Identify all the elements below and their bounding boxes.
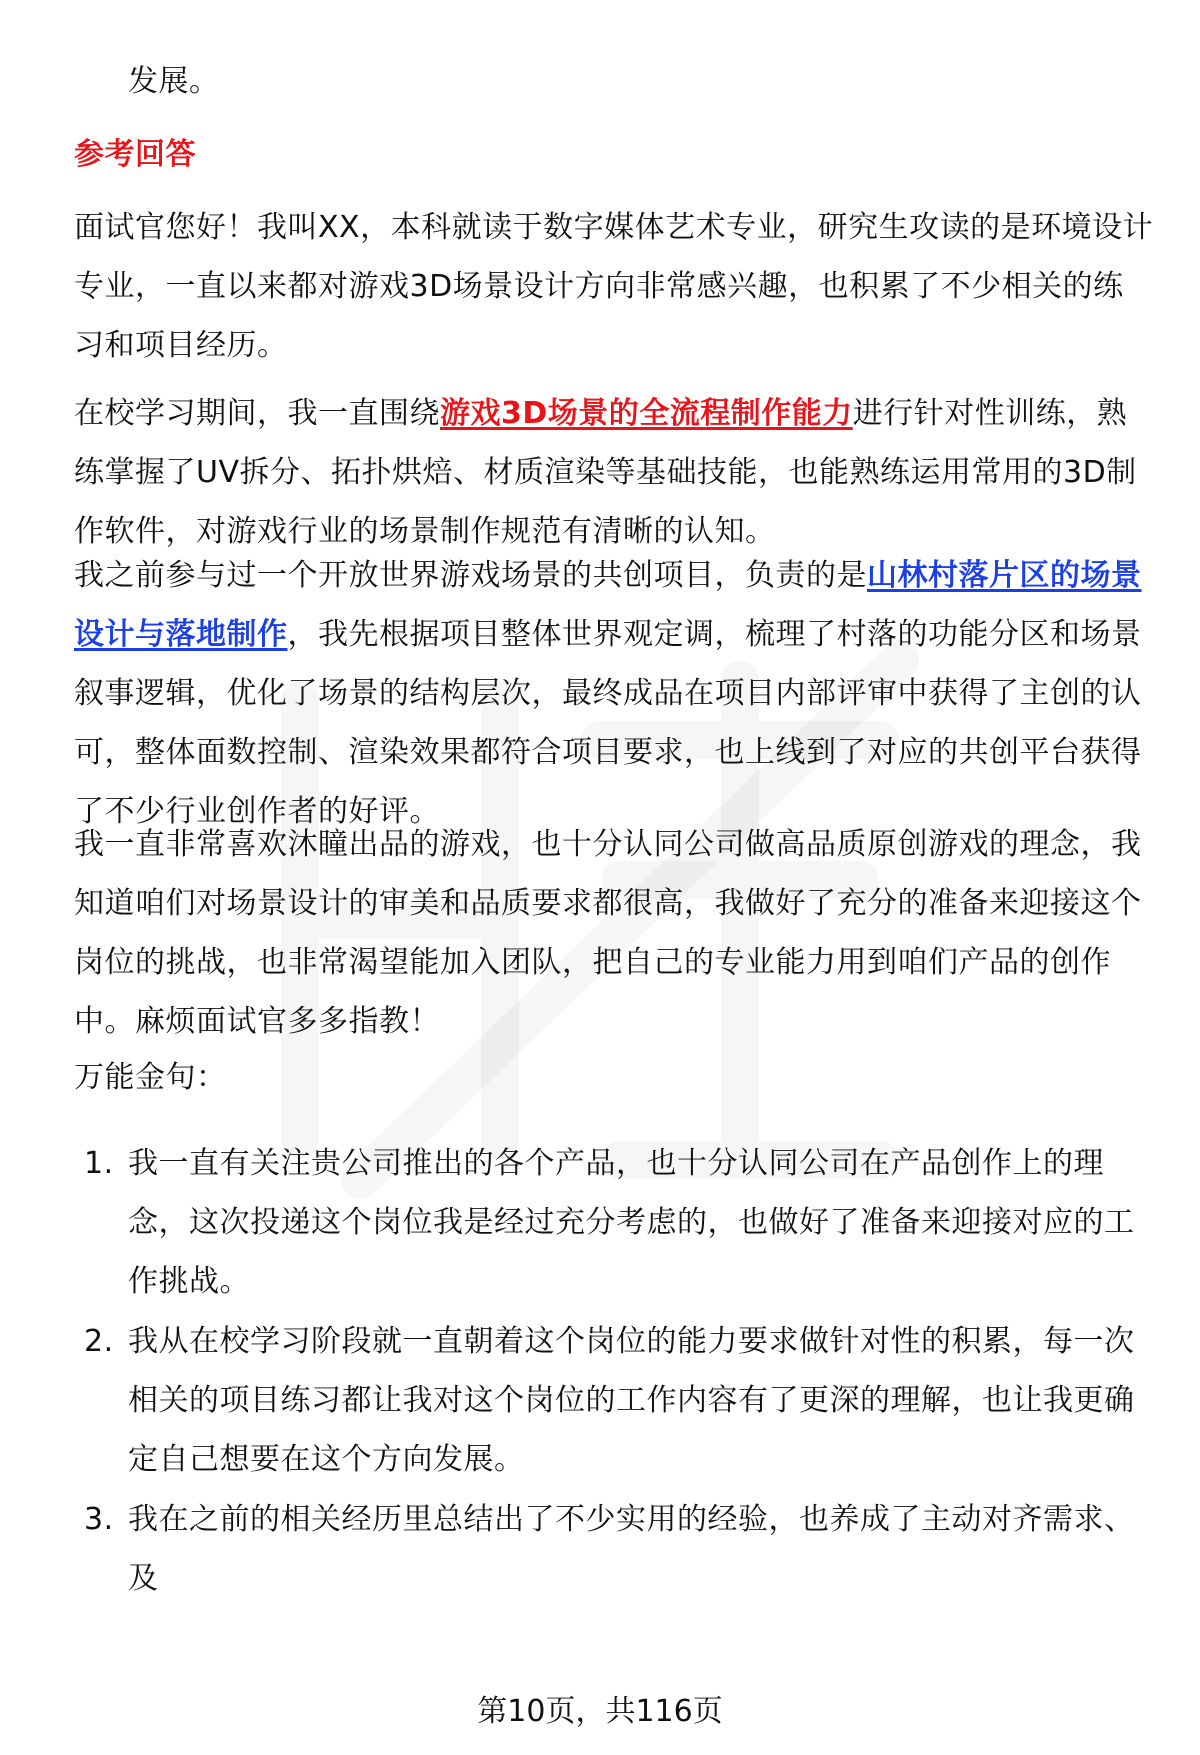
paragraph-company-motivation: 我一直非常喜欢沐瞳出品的游戏，也十分认同公司做高品质原创游戏的理念，我知道咱们对场景设计的审美和品质要求都很高，我做好了充分的准备来迎接这个岗位的挑战，也非常渴望能加入团队，把自己的专业能力用到咱们产品的创作中。麻烦面试官多多指教！ [74,827,1142,1039]
golden-sentences-list [74,1134,1154,1609]
p2-text-after: 进行针对性训练，熟练掌握了UV拆分、拓扑烘焙、材质渲染等基础技能，也能熟练运用常用的3D制作软件，对游戏行业的场景制作规范有清晰的认知。 [74,396,1137,549]
answer-heading: 参考回答 [74,137,196,172]
list-item [74,1312,1154,1489]
list-item-number: 3. [84,1502,114,1537]
list-item-text: 我一直有关注贵公司推出的各个产品，也十分认同公司在产品创作上的理念，这次投递这个岗位我是经过充分考虑的，也做好了准备来迎接对应的工作挑战。 [128,1146,1135,1299]
list-item-text: 我在之前的相关经历里总结出了不少实用的经验，也养成了主动对齐需求、及 [128,1502,1135,1596]
p2-text-before: 在校学习期间，我一直围绕 [74,396,440,431]
list-item [74,1134,1154,1311]
list-item-number: 2. [84,1324,114,1359]
p3-text-before: 我之前参与过一个开放世界游戏场景的共创项目，负责的是 [74,558,867,593]
paragraph-school-training [74,384,1154,561]
highlight-village-scene-design: 山林村落片区的场景设计与落地制作 [74,558,1142,652]
list-item [74,1490,1154,1608]
list-item-number: 1. [84,1146,114,1181]
paragraph-self-introduction: 面试官您好！我叫XX，本科就读于数字媒体艺术专业，研究生攻读的是环境设计专业，一直以来都对游戏3D场景设计方向非常感兴趣，也积累了不少相关的练习和项目经历。 [74,210,1154,363]
p3-text-after: ，我先根据项目整体世界观定调，梳理了村落的功能分区和场景叙事逻辑，优化了场景的结构层次，最终成品在项目内部评审中获得了主创的认可，整体面数控制、渲染效果都符合项目要求，也上线到了对应的共创平台获得了不少行业创作者的好评。 [74,617,1142,829]
highlight-3d-scene-pipeline: 游戏3D场景的全流程制作能力 [440,396,853,431]
paragraph-project-experience [74,546,1154,841]
list-item-text: 我从在校学习阶段就一直朝着这个岗位的能力要求做针对性的积累，每一次相关的项目练习都让我对这个岗位的工作内容有了更深的理解，也让我更确定自己想要在这个方向发展。 [128,1324,1135,1477]
intro-tail-text: 发展。 [128,64,220,99]
golden-sentences-heading: 万能金句： [74,1060,227,1095]
page-number-footer: 第10页，共116页 [477,1694,723,1729]
